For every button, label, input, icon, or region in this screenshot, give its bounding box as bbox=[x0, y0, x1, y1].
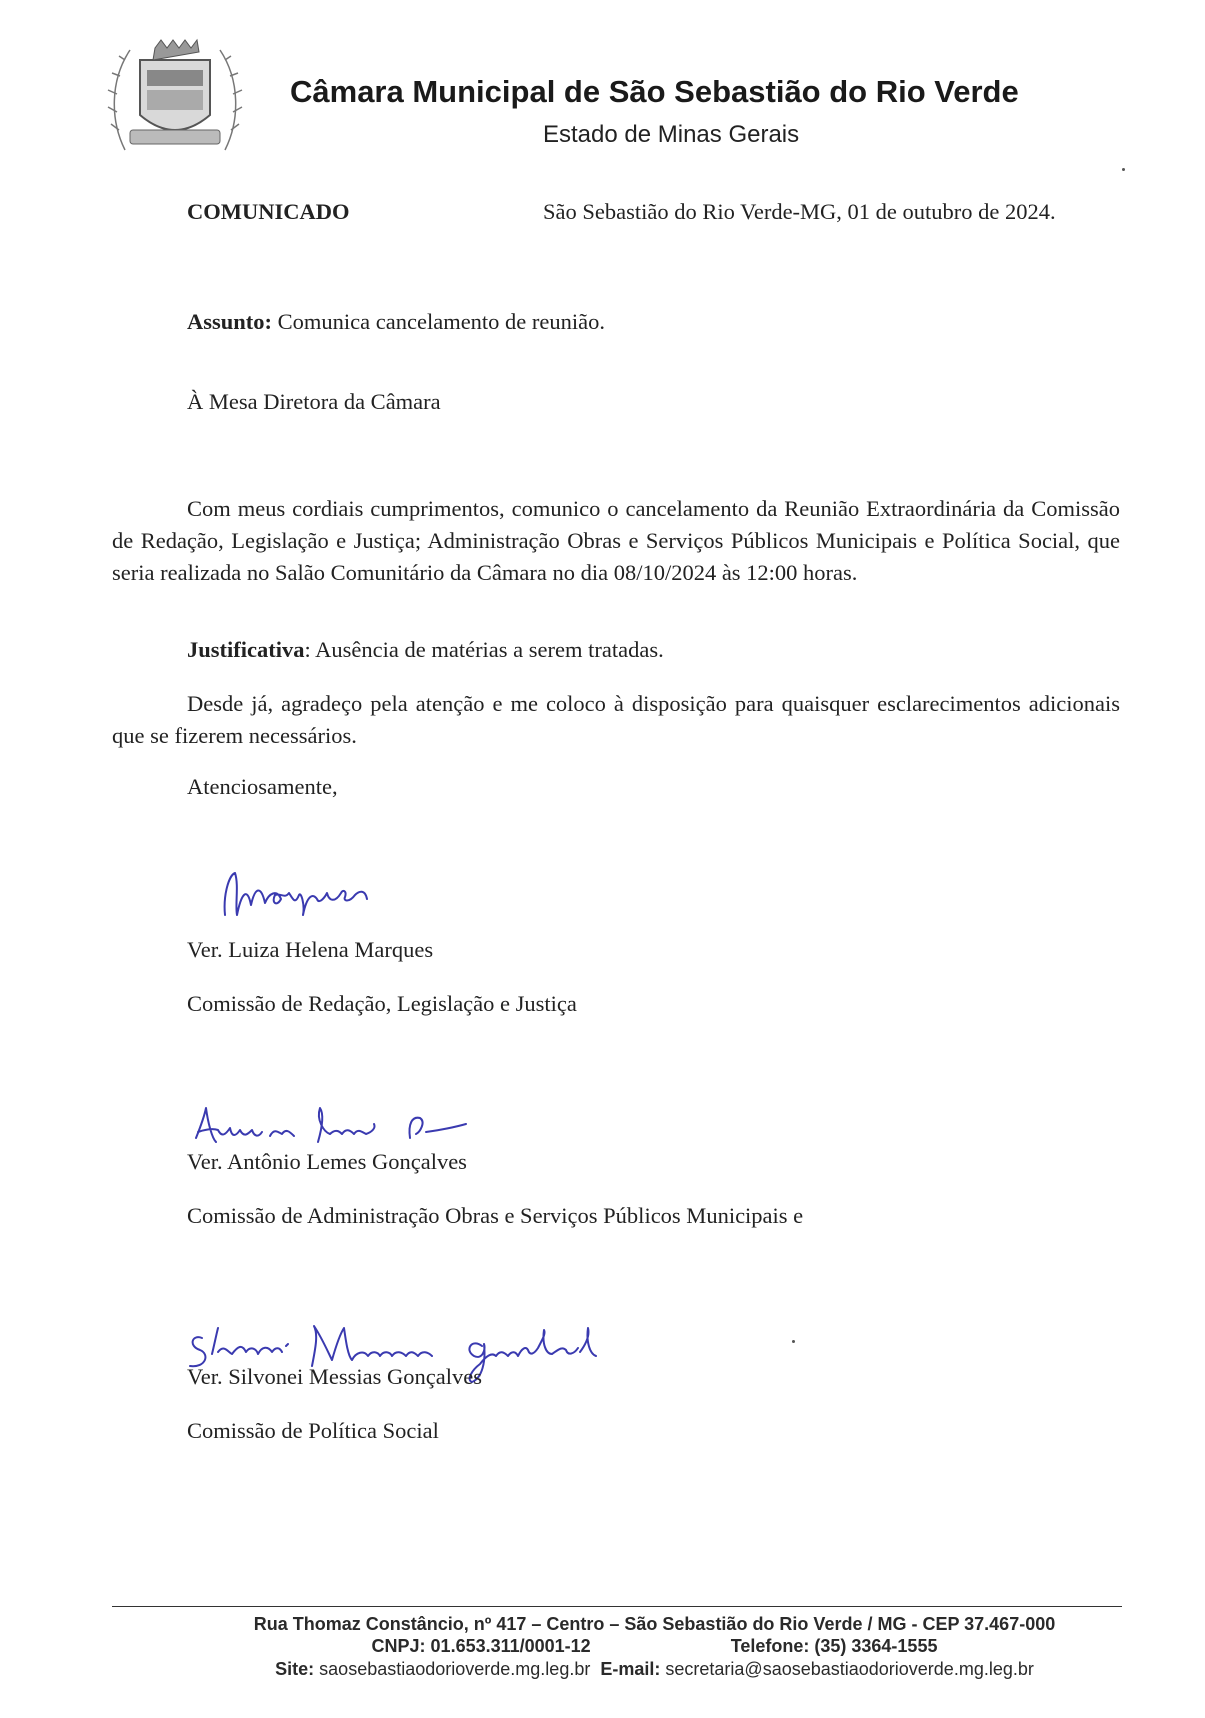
signatory-1-name: Ver. Luiza Helena Marques bbox=[187, 937, 434, 962]
addressee: À Mesa Diretora da Câmara bbox=[187, 389, 441, 414]
subject-line bbox=[187, 306, 605, 338]
footer-email-link[interactable]: secretaria@saosebastiaodorioverde.mg.leg.br bbox=[665, 1659, 1034, 1679]
footer-divider bbox=[112, 1606, 1122, 1607]
justification-text: : Ausência de matérias a serem tratadas. bbox=[304, 637, 664, 662]
salutation: Atenciosamente, bbox=[187, 774, 338, 799]
document-type-label: COMUNICADO bbox=[187, 199, 350, 224]
scan-speck bbox=[1122, 168, 1125, 171]
closing-paragraph bbox=[112, 688, 1120, 752]
signatory-2-role: Comissão de Administração Obras e Serviços Públicos Municipais e bbox=[187, 1203, 804, 1228]
footer-phone: Telefone: (35) 3364-1555 bbox=[730, 1636, 938, 1656]
subject-text: Comunica cancelamento de reunião. bbox=[277, 309, 606, 334]
footer-address: Rua Thomaz Constâncio, nº 417 – Centro – São Sebastião do Rio Verde / MG - CEP 37.467-000 bbox=[253, 1614, 1056, 1634]
footer-web bbox=[112, 1659, 1197, 1680]
footer-contact bbox=[112, 1636, 1197, 1657]
subject-label: Assunto: bbox=[187, 309, 273, 334]
justification-label: Justificativa bbox=[187, 637, 305, 662]
signatory-3-role: Comissão de Política Social bbox=[187, 1418, 439, 1443]
justification-line bbox=[187, 634, 664, 666]
scan-speck bbox=[792, 1340, 795, 1343]
body-paragraph-text: Com meus cordiais cumprimentos, comunico o cancelamento da Reunião Extraordinária da Comissão de Redação, Legislação e Justiça; Administração Obras e Serviços Públicos Municipais e Política Social, que seria realizada no Salão Comunitário da Câmara no dia 08/10/2024 às 12:00 horas. bbox=[112, 496, 1120, 585]
closing-paragraph-text: Desde já, agradeço pela atenção e me coloco à disposição para quaisquer esclarecimentos adicionais que se fizerem necessários. bbox=[112, 691, 1120, 748]
chamber-title: Câmara Municipal de São Sebastião do Rio Verde bbox=[290, 74, 1019, 109]
footer-site-link[interactable]: saosebastiaodorioverde.mg.leg.br bbox=[319, 1659, 591, 1679]
state-subtitle: Estado de Minas Gerais bbox=[543, 121, 800, 148]
place-date: São Sebastião do Rio Verde-MG, 01 de outubro de 2024. bbox=[543, 199, 1056, 224]
signatory-3-name: Ver. Silvonei Messias Gonçalves bbox=[187, 1364, 482, 1389]
municipal-crest-logo bbox=[105, 30, 245, 160]
signatory-2-name: Ver. Antônio Lemes Gonçalves bbox=[187, 1149, 467, 1174]
footer-cnpj: CNPJ: 01.653.311/0001-12 bbox=[371, 1636, 591, 1656]
footer-site-label: Site: bbox=[275, 1659, 315, 1679]
signature-luiza-marques bbox=[215, 865, 415, 925]
footer-email-label: E-mail: bbox=[600, 1659, 661, 1679]
body-paragraph bbox=[112, 493, 1120, 589]
signatory-1-role: Comissão de Redação, Legislação e Justiça bbox=[187, 991, 577, 1016]
